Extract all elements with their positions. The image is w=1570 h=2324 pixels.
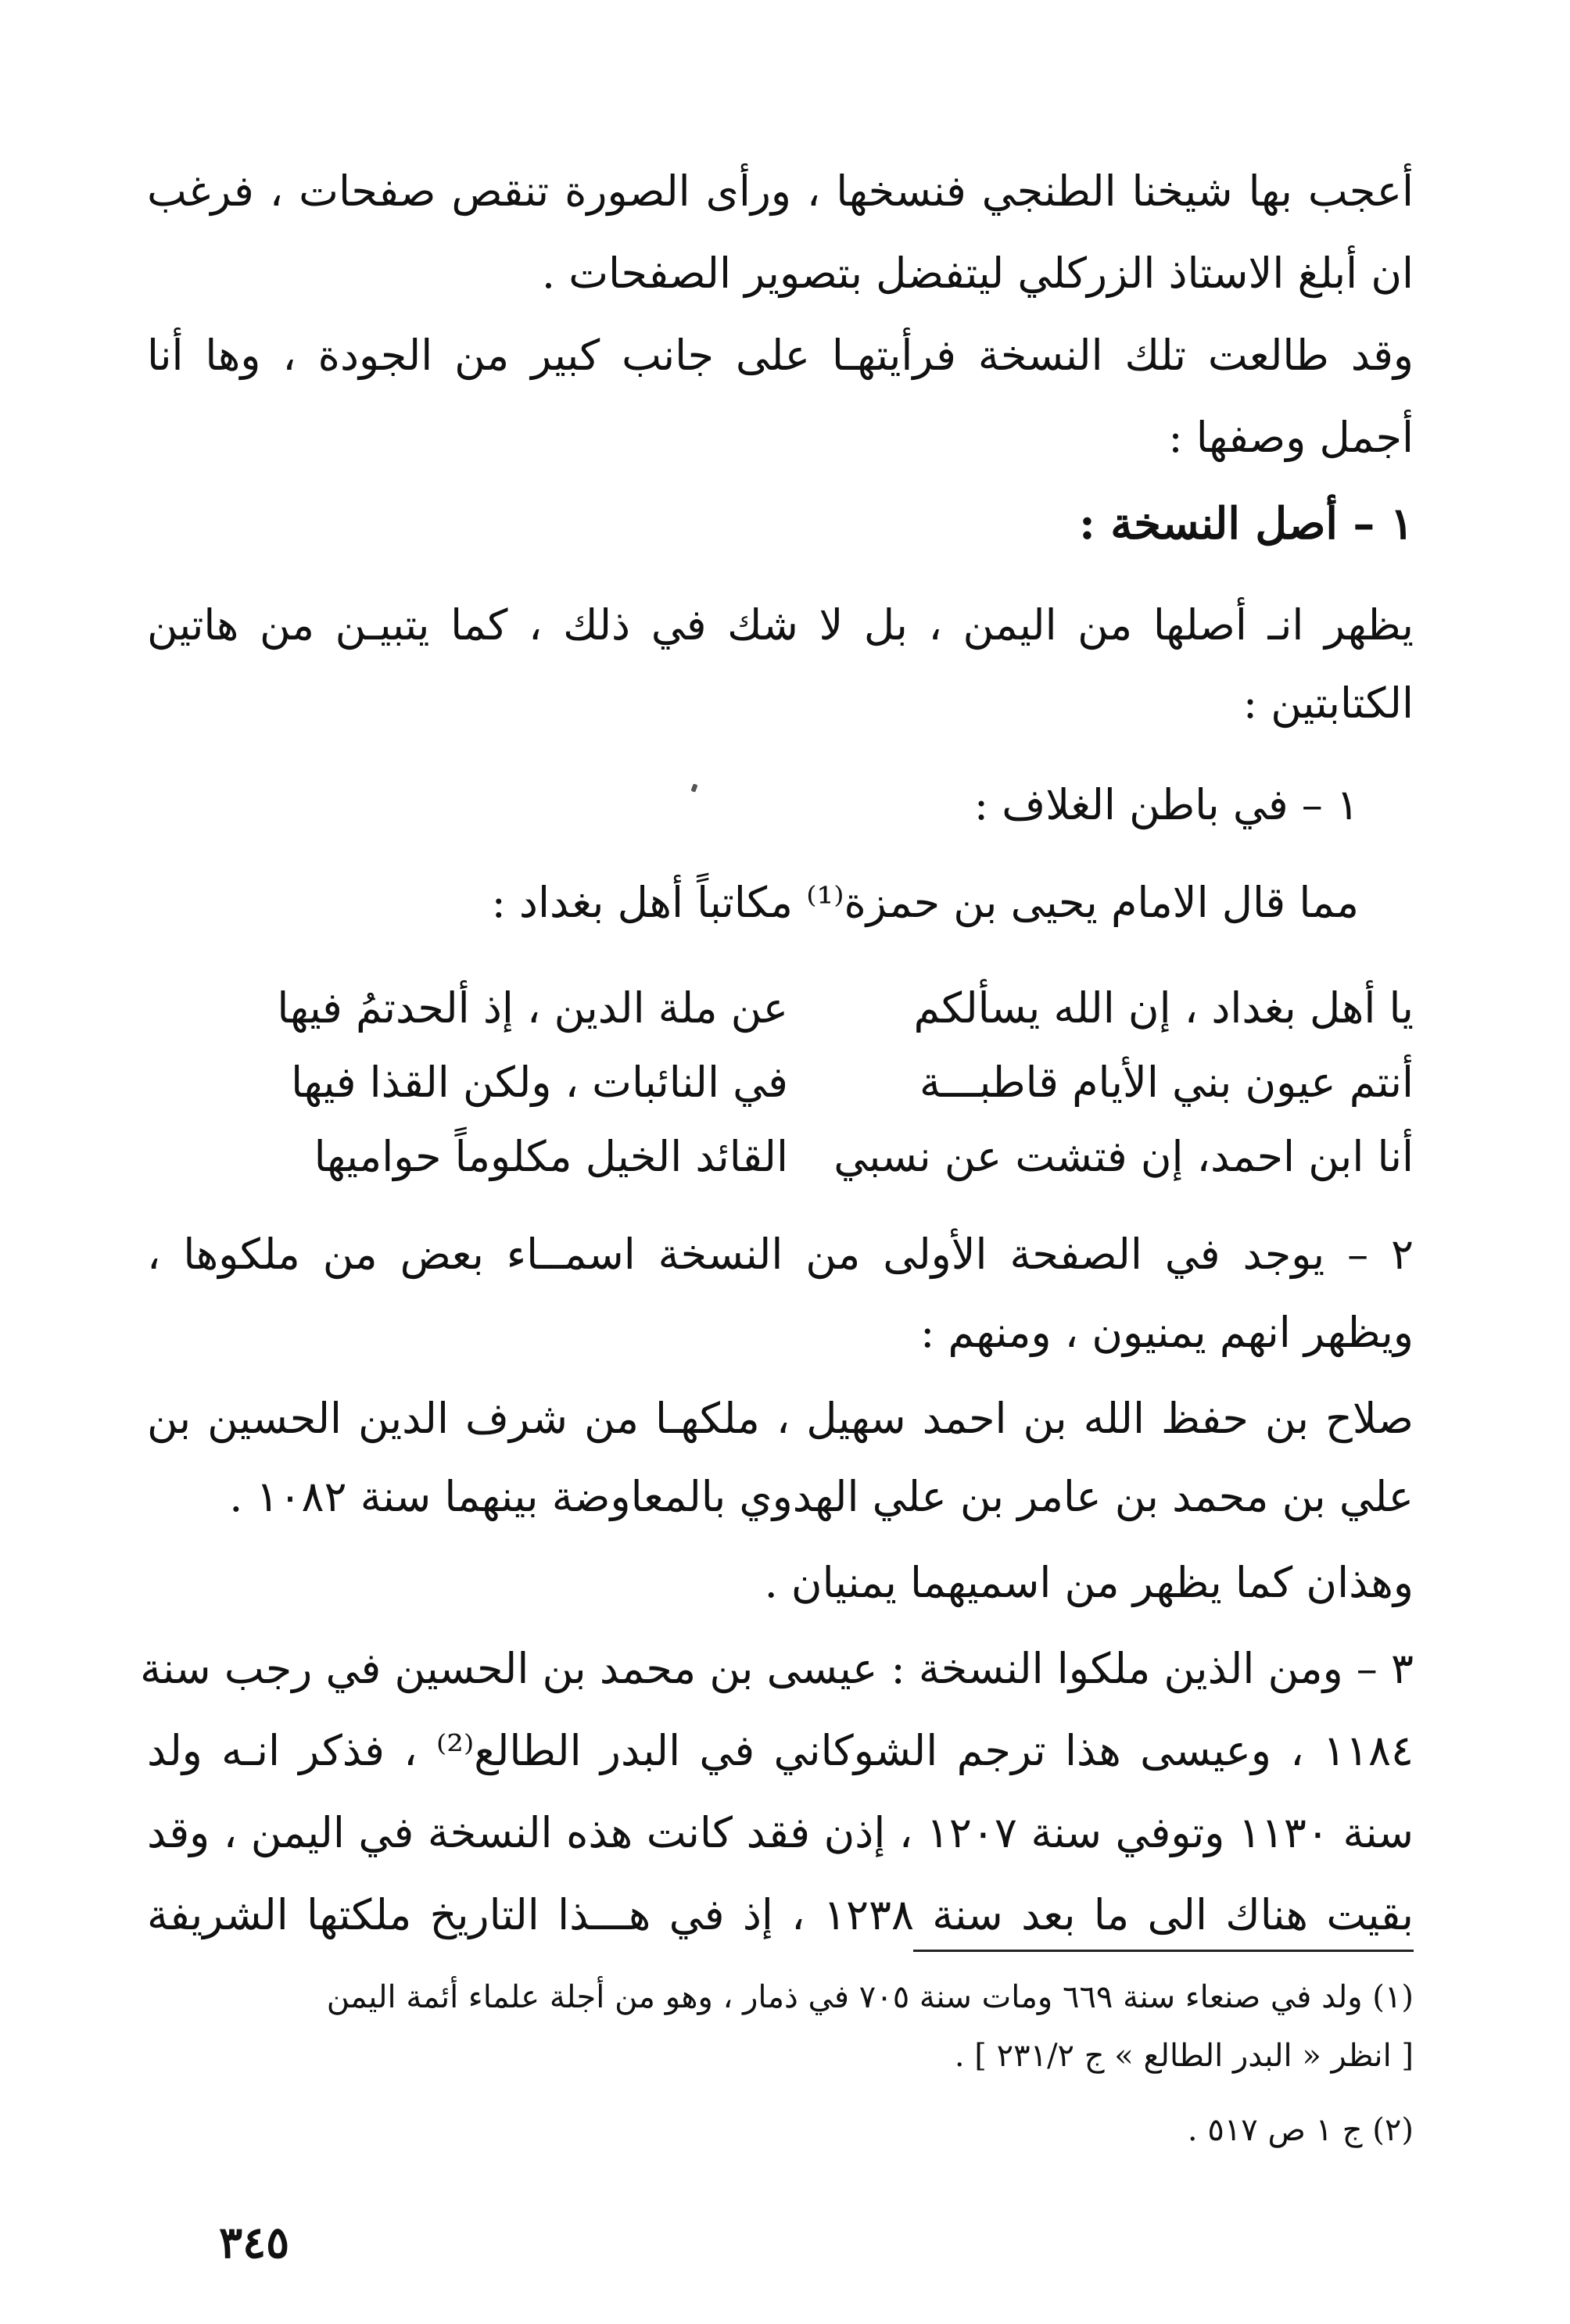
body-line-1: أعجب بها شيخنا الطنجي فنسخها ، ورأى الصورة تنقص صفحات ، فرغب (147, 167, 1414, 216)
poem-verse-1-second: عن ملة الدين ، إذ ألحدتمُ فيها (277, 983, 788, 1033)
yemeni-line: وهذان كما يظهر من اسميهما يمنيان . (764, 1558, 1414, 1607)
footnote-divider (913, 1950, 1414, 1952)
item3-line-4: بقيت هناك الى ما بعد سنة ١٢٣٨ ، إذ في هـــذا التاريخ ملكتها الشريفة (147, 1890, 1414, 1939)
poem-verse-3-second: القائد الخيل مكلوماً حواميها (314, 1132, 788, 1181)
item1-text: مما قال الامام يحيى بن حمزة⁽¹⁾ مكاتباً أهل بغداد : (491, 878, 1359, 927)
item2-line-2: ويظهر انهم يمنيون ، ومنهم : (920, 1308, 1414, 1357)
poem-verse-1 (147, 977, 1414, 1040)
footnote-1-line-1: (١) ولد في صنعاء سنة ٦٦٩ ومات سنة ٧٠٥ في ذمار ، وهو من أجلة علماء أئمة اليمن (326, 1979, 1414, 2015)
poem-verse-3-first: أنا ابن احمد، إن فتشت عن نسبي (833, 1132, 1414, 1181)
owner-line-2: علي بن محمد بن عامر بن علي الهدوي بالمعاوضة بينهما سنة ١٠٨٢ . (229, 1472, 1414, 1521)
section-heading: ١ – أصل النسخة : (1079, 498, 1414, 550)
poem-verse-2-first: أنتم عيون بني الأيام قاطبـــة (919, 1058, 1414, 1107)
poem-verse-2 (147, 1051, 1414, 1114)
page-number: ٣٤٥ (219, 2217, 290, 2268)
body-line-2: ان أبلغ الاستاذ الزركلي ليتفضل بتصوير الصفحات . (541, 249, 1414, 298)
footnote-2: (٢) ج ١ ص ٥١٧ . (1187, 2112, 1414, 2148)
item3-line-1: ٣ – ومن الذين ملكوا النسخة : عيسى بن محمد بن الحسين في رجب سنة (140, 1644, 1414, 1693)
poem-verse-1-first: يا أهل بغداد ، إن الله يسألكم (913, 983, 1414, 1033)
item3-line-2: ١١٨٤ ، وعيسى هذا ترجم الشوكاني في البدر الطالع⁽²⁾ ، فذكر انـه ولد (147, 1726, 1414, 1775)
body-line-4: أجمل وصفها : (1168, 413, 1414, 462)
item2-line-1: ٢ – يوجد في الصفحة الأولى من النسخة اسمــاء بعض من ملكوها ، (147, 1230, 1414, 1279)
footnote-1-line-2: [ انظر « البدر الطالع » ج ٢٣١/٢ ] . (954, 2038, 1414, 2074)
origin-line-2: الكتابتين : (1242, 679, 1414, 728)
poem-verse-2-second: في النائبات ، ولكن القذا فيها (291, 1058, 788, 1107)
owner-line-1: صلاح بن حفظ الله بن احمد سهيل ، ملكهـا من شرف الدين الحسين بن (147, 1394, 1414, 1443)
poem-verse-3 (147, 1126, 1414, 1188)
origin-line-1: يظهر انـ أصلها من اليمن ، بل لا شك في ذلك ، كما يتبيـن من هاتين (147, 600, 1414, 650)
item1-title: ١ – في باطن الغلاف : (973, 780, 1359, 829)
item3-line-3: سنة ١١٣٠ وتوفي سنة ١٢٠٧ ، إذن فقد كانت هذه النسخة في اليمن ، وقد (147, 1808, 1414, 1857)
body-line-3: وقد طالعت تلك النسخة فرأيتهـا على جانب كبير من الجودة ، وها أنا (147, 331, 1414, 380)
